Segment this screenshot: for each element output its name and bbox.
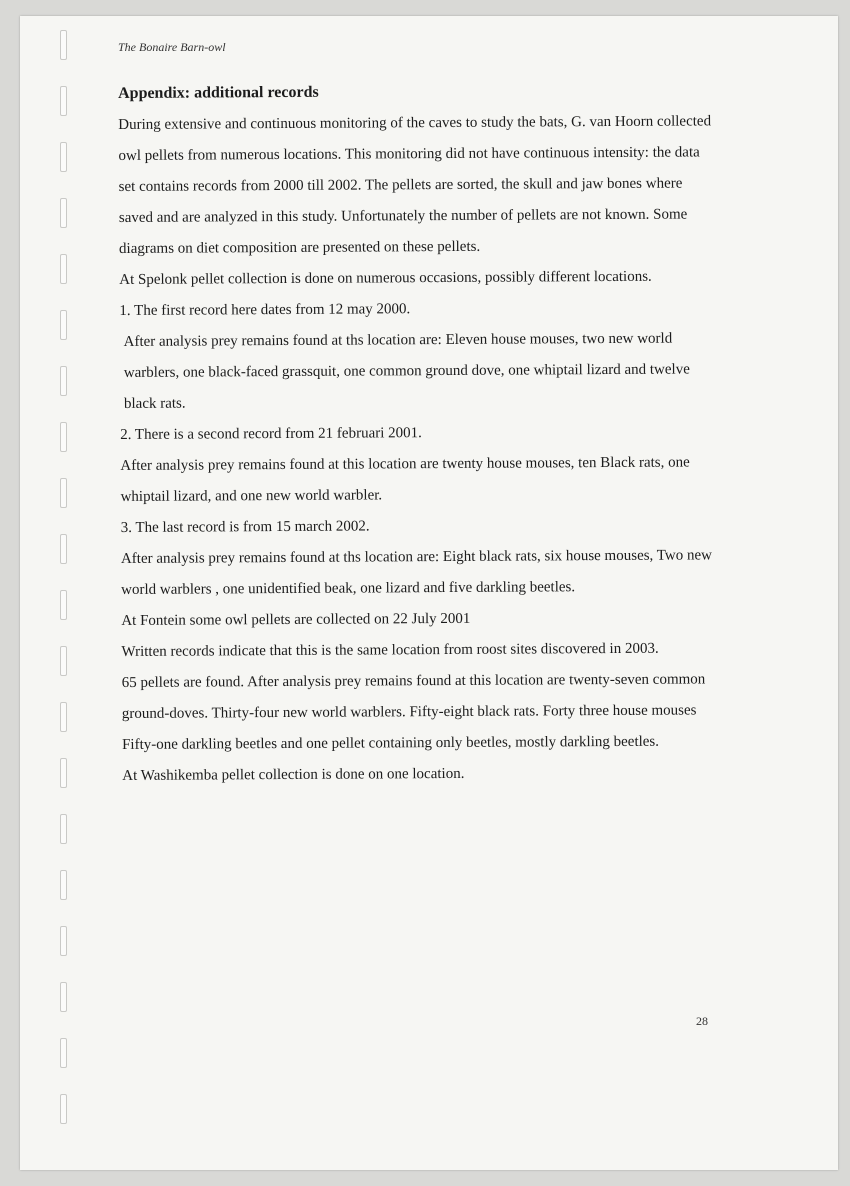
paragraph-pellets-found: 65 pellets are found. After analysis prey remains found at this location are twenty-seven common ground-doves. Thirty-four new world warblers. Fifty-eight black rats. Forty three house mouses Fifty-one darkling beetles and one pellet containing only beetles, mostly darkling beetles. bbox=[121, 671, 706, 753]
record-2-details: After analysis prey remains found at this location are twenty house mouses, ten Black rats, one whiptail lizard, and one new world warbler. bbox=[120, 454, 690, 505]
record-1-title: 1. The first record here dates from 12 may 2000. bbox=[119, 301, 411, 319]
page-number: 28 bbox=[696, 1014, 708, 1028]
binding-hole bbox=[60, 86, 67, 116]
binding-hole bbox=[60, 310, 67, 340]
record-1-details: After analysis prey remains found at ths location are: Eleven house mouses, two new world warblers, one black-faced grassquit, one common ground dove, one whiptail lizard and twelve black rats. bbox=[123, 330, 690, 412]
binding-hole bbox=[60, 478, 67, 508]
binding-hole bbox=[60, 142, 67, 172]
binding-hole bbox=[60, 590, 67, 620]
paragraph-spelonk: At Spelonk pellet collection is done on numerous occasions, possibly different locations. bbox=[119, 268, 652, 288]
binding-hole bbox=[60, 982, 67, 1012]
binding-hole bbox=[60, 926, 67, 956]
binding-hole bbox=[60, 1094, 67, 1124]
binding-hole bbox=[60, 1038, 67, 1068]
binding-hole bbox=[60, 534, 67, 564]
running-head: The Bonaire Barn-owl bbox=[118, 40, 226, 54]
binding-hole bbox=[60, 422, 67, 452]
binding-hole bbox=[60, 870, 67, 900]
binding-hole bbox=[60, 254, 67, 284]
paragraph-fontein: At Fontein some owl pellets are collected on 22 July 2001 bbox=[121, 610, 471, 629]
binding-hole bbox=[60, 702, 67, 732]
paragraph-written-records: Written records indicate that this is the same location from roost sites discovered in 2003. bbox=[121, 640, 659, 660]
binding-hole bbox=[60, 646, 67, 676]
record-3-title: 3. The last record is from 15 march 2002. bbox=[120, 518, 370, 536]
record-3-details: After analysis prey remains found at ths location are: Eight black rats, six house mouses, Two new world warblers , one unidentified beak, one lizard and five darkling beetles. bbox=[120, 547, 713, 598]
binding-hole bbox=[60, 198, 67, 228]
page-body bbox=[118, 76, 722, 792]
binding-holes bbox=[42, 16, 62, 1170]
binding-hole bbox=[60, 814, 67, 844]
binding-hole bbox=[60, 758, 67, 788]
binding-hole bbox=[60, 30, 67, 60]
paragraph-washikemba: At Washikemba pellet collection is done on one location. bbox=[122, 765, 465, 784]
section-heading: Appendix: additional records bbox=[118, 83, 319, 102]
record-2-title: 2. There is a second record from 21 februari 2001. bbox=[120, 425, 422, 443]
binding-hole bbox=[60, 366, 67, 396]
paragraph-intro: During extensive and continuous monitoring of the caves to study the bats, G. van Hoorn collected owl pellets from numerous locations. This monitoring did not have continuous intensity: the data set contains records from 2000 till 2002. The pellets are sorted, the skull and jaw bones where saved and are analyzed in this study. Unfortunately the number of pellets are not known. Some diagrams on diet composition are presented on these pellets. bbox=[118, 113, 712, 257]
